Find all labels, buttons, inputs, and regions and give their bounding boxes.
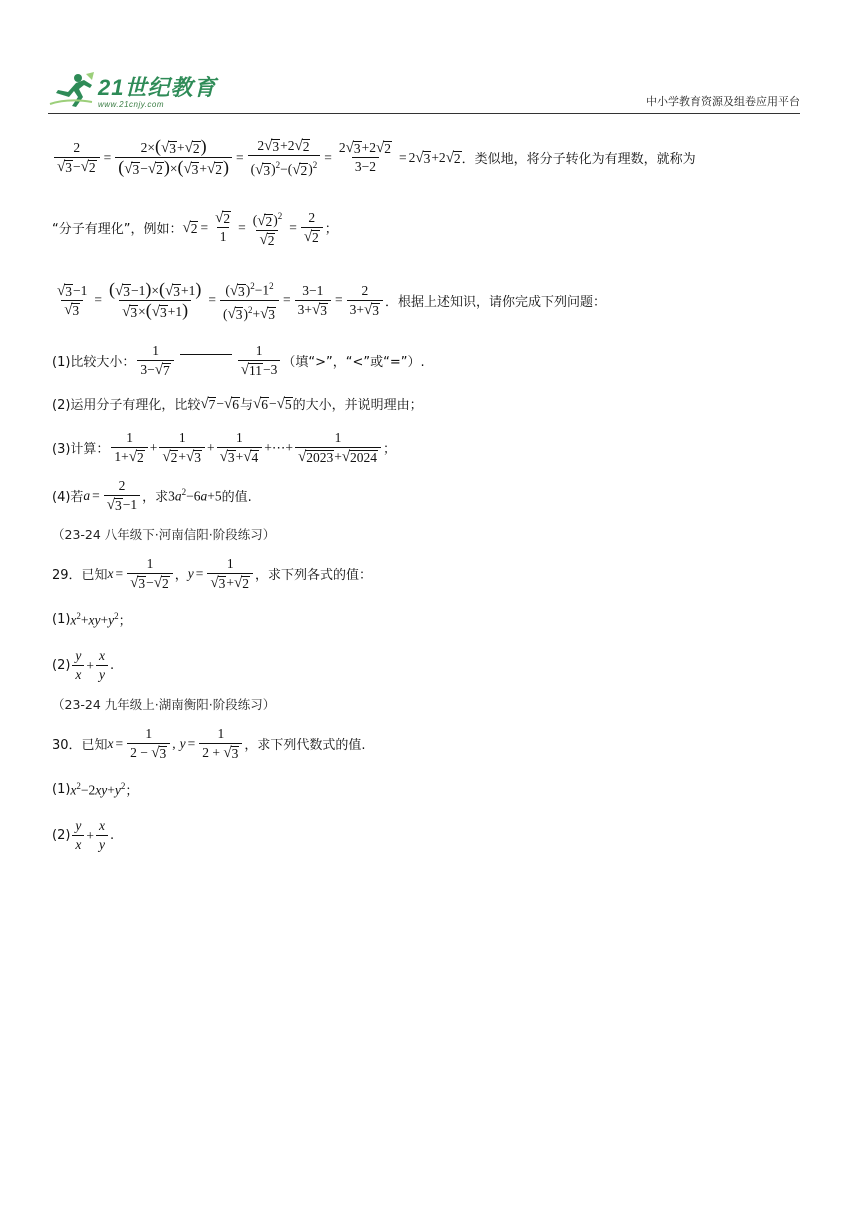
logo-text: 21世纪教育 bbox=[98, 75, 217, 100]
header-divider bbox=[48, 113, 800, 114]
q29-source: （23-24 八年级下·河南信阳·阶段练习） bbox=[52, 527, 276, 542]
fraction: 2×( √ 3 + √ 2 ) ( √ 3 − √ 2 )×( √ 3 + √ 2 ) bbox=[115, 138, 232, 177]
logo-url: www.21cnjy.com bbox=[98, 100, 164, 109]
fraction: 2 √ 3 +2 √ 2 3−2 bbox=[338, 140, 391, 175]
q28-part-2: (2)运用分子有理化，比较 √ 7 − √ 6 与 √ 6 − √ 5 的大小，并说明理由； bbox=[52, 395, 423, 413]
platform-label: 中小学教育资源及组卷应用平台 bbox=[646, 95, 800, 108]
q28-part-3: (3)计算： 1 1+ √ 2 + 1 √ 2 + √ 3 + 1 √ 3 + √ 4 +⋯+ 1 √ 2023 + √ 2024 ； bbox=[52, 430, 397, 465]
runner-logo-icon bbox=[48, 70, 96, 110]
q30-stem: 30．已知 x = 1 2 − √ 3 , y = 1 2 + √ 3 ，求下列代数式的值. bbox=[52, 726, 366, 761]
q29-stem: 29．已知 x = 1 √ 3 − √ 2 ， y = 1 √ 3 + √ 2 ，求下列各式的值： bbox=[52, 556, 373, 591]
q29-part-2: (2) $\frac{y}{x}$ + $\frac{x}{y}$ . bbox=[52, 648, 115, 682]
intro-line-1: 2 √ 3 − √ 2 = 2×( √ 3 + √ 2 ) ( √ 3 − √ 2 )×( √ 3 + √ 2 ) = 2 √ 3 +2 √ 2 ( √ 3 )$^2$−( √ 2 )$^2$ = 2 √ 3 +2 √ 2 3−2 = 2 √ 3 +2 √ 2 ．类似地，将分子转化为有理数，就称为 bbox=[52, 138, 696, 178]
fraction: 2 √ 3 +2 √ 2 ( √ 3 )$^2$−( √ 2 )$^2$ bbox=[248, 138, 321, 178]
intro-text-2: “分子有理化”，例如： bbox=[52, 222, 183, 238]
intro-text-3: ．根据上述知识，请你完成下列问题： bbox=[385, 294, 607, 310]
q30-source: （23-24 九年级上·湖南衡阳·阶段练习） bbox=[52, 697, 276, 712]
q28-part-1: (1)比较大小： 1 3− √ 7 1 √ 11 −3 （填“>”，“<”或“=”）. bbox=[52, 343, 425, 378]
logo bbox=[48, 70, 216, 110]
q28-part-4: (4)若 a = 2 √ 3 −1 ，求 $3a^2-6a+5$ 的值. bbox=[52, 478, 252, 513]
intro-text-1: ．类似地，将分子转化为有理数，就称为 bbox=[461, 152, 696, 168]
intro-line-3: √ 3 −1 √ 3 = ( √ 3 −1)×( √ 3 +1) √ 3 ×( √ 3 +1) = ( √ 3 )$^2-1^2$ ( √ 3 )$^2$+ √ 3 = 3−1 3+ √ 3 = 2 3+ √ 3 ．根据上述知识，请你完成下列问题： bbox=[57, 278, 607, 322]
page-header bbox=[48, 70, 800, 114]
fraction: 2 √ 3 − √ 2 bbox=[54, 140, 100, 175]
q30-part-2: (2) $\frac{y}{x}$ + $\frac{x}{y}$ . bbox=[52, 818, 115, 852]
q30-part-1: (1) $x^2-2xy+y^2$ ； bbox=[52, 780, 139, 799]
comparison-blank bbox=[180, 354, 232, 355]
q29-part-1: (1) $x^2+xy+y^2$ ； bbox=[52, 610, 132, 629]
intro-line-2: “分子有理化”，例如： √ 2 = √ 2 1 = ( √ 2 )$^2$ √ 2 = 2 √ 2 ； bbox=[52, 210, 338, 248]
